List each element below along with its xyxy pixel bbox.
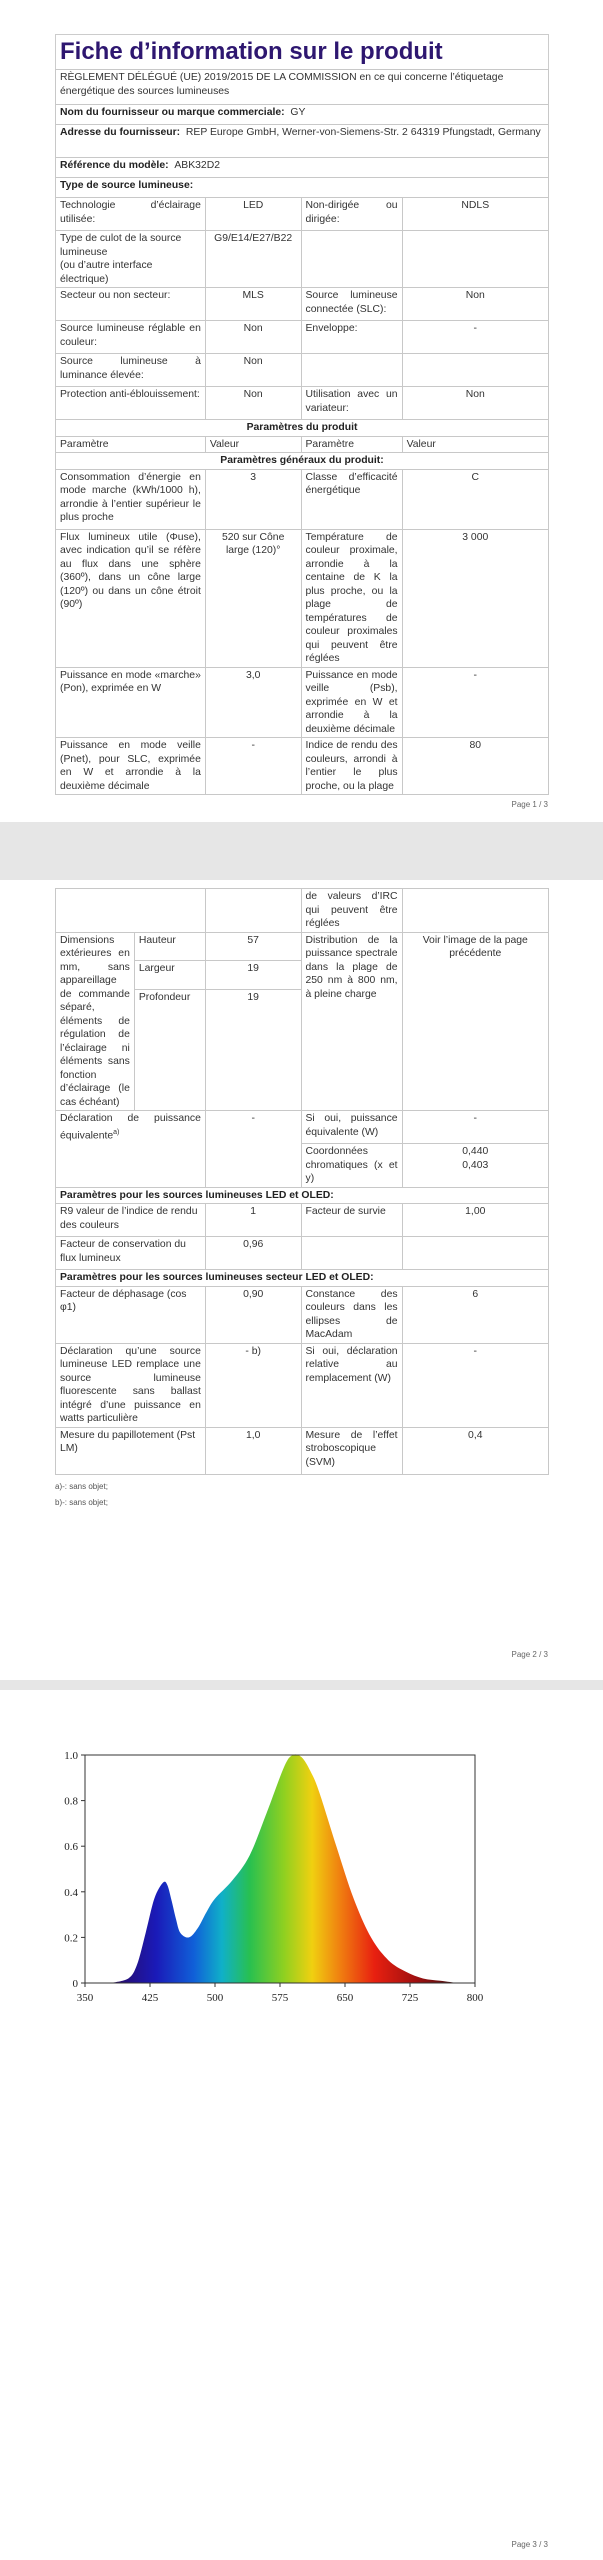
table-row (56, 1427, 549, 1474)
dimension-name: Profondeur (134, 990, 205, 1111)
table-row (56, 198, 549, 231)
y-tick-label: 0.8 (64, 1795, 78, 1808)
table-row (56, 1237, 549, 1270)
address-row (56, 125, 549, 158)
address-label: Adresse du fournisseur: (60, 127, 181, 138)
section-header-row (56, 420, 549, 437)
row-label: Source lumineuse connectée (SLC): (301, 288, 402, 321)
model-row (56, 158, 549, 178)
row-label (301, 354, 402, 387)
row-value (402, 354, 548, 387)
row-label: Si oui, puissance équivalente (W) (301, 1111, 402, 1144)
row-label: Indice de rendu des couleurs, arrondi à l’entier le plus proche, ou la plage (301, 738, 402, 795)
product-info-table-continued (55, 888, 549, 1475)
x-tick-label: 650 (336, 1992, 354, 2004)
row-value: 80 (402, 738, 548, 795)
row-label: Classe d’efficacité énergétique (301, 469, 402, 529)
footnote: a)-: sans objet; (55, 1481, 108, 1491)
table-row (56, 529, 549, 667)
x-tick-label: 425 (141, 1992, 159, 2004)
x-tick-label: 800 (466, 1992, 484, 2004)
dimensions-label: Dimensions extérieures en mm, sans appareillage de commande séparé, éléments de régulation de l’éclairage ni éléments sans fonction d’éclairage (le cas échéant) (56, 932, 135, 1111)
source-type-label: Type de source lumineuse: (56, 178, 549, 198)
row-label: Puissance en mode «marche» (Pon), exprimée en W (56, 667, 206, 738)
section-header-row (56, 453, 549, 470)
spectrum-area (111, 1754, 458, 1983)
table-row (56, 231, 549, 288)
row-value: 3 000 (402, 529, 548, 667)
row-value: - (402, 1343, 548, 1427)
row-value: C (402, 469, 548, 529)
row-label: Déclaration de puissance équivalente$^{a)}$ (56, 1111, 206, 1188)
section-mains-parameters: Paramètres pour les sources lumineuses secteur LED et OLED: (56, 1270, 549, 1287)
row-value: LED (205, 198, 301, 231)
table-row (56, 288, 549, 321)
x-tick-label: 725 (401, 1992, 419, 2004)
row-label (301, 231, 402, 288)
footnote: b)-: sans objet; (55, 1497, 108, 1507)
row-label: R9 valeur de l’indice de rendu des couleurs (56, 1204, 206, 1237)
row-value: 1 (205, 1204, 301, 1237)
row-value: 0,4 (402, 1427, 548, 1474)
row-value: Non (205, 354, 301, 387)
table-row (56, 1111, 549, 1144)
row-label: Facteur de survie (301, 1204, 402, 1237)
regulation-text: RÈGLEMENT DÉLÉGUÉ (UE) 2019/2015 DE LA COMMISSION en ce qui concerne l’étiquetage énergétique des sources lumineuses (56, 70, 549, 105)
table-row (56, 667, 549, 738)
document-title: Fiche d’information sur le produit (55, 34, 549, 69)
table-row (56, 1286, 549, 1343)
row-label: Facteur de déphasage (cos φ1) (56, 1286, 206, 1343)
regulation-row (56, 70, 549, 105)
row-label: de valeurs d’IRC qui peuvent être réglées (301, 889, 402, 933)
row-label: Technologie d’éclairage utilisée: (56, 198, 206, 231)
row-value: Non (205, 321, 301, 354)
row-label: Source lumineuse à luminance élevée: (56, 354, 206, 387)
column-header: Valeur (205, 436, 301, 453)
row-label: Température de couleur proximale, arrondie à la centaine de K la plus proche, ou la plage de températures de couleur proximales qui peuvent être réglées (301, 529, 402, 667)
x-tick-label: 575 (271, 1992, 289, 2004)
dimension-name: Hauteur (134, 932, 205, 961)
dimension-value: 19 (205, 961, 301, 990)
section-header-row (56, 1270, 549, 1287)
table-row (56, 1343, 549, 1427)
row-value: - (205, 738, 301, 795)
row-value: - b) (205, 1343, 301, 1427)
dimension-value: 19 (205, 990, 301, 1111)
supplier-row (56, 105, 549, 125)
y-tick-label: 0 (72, 1978, 78, 1990)
row-label: Utilisation avec un variateur: (301, 387, 402, 420)
column-header-row (56, 436, 549, 453)
row-value: 6 (402, 1286, 548, 1343)
column-header: Paramètre (56, 436, 206, 453)
row-label: Enveloppe: (301, 321, 402, 354)
page-3 (0, 1690, 603, 2560)
model-value: ABK32D2 (174, 160, 220, 171)
row-value: 1,0 (205, 1427, 301, 1474)
chroma-value: 0,440 0,403 (402, 1144, 548, 1188)
row-value: 520 sur Cône large (120)° (205, 529, 301, 667)
section-led-parameters: Paramètres pour les sources lumineuses LED et OLED: (56, 1187, 549, 1204)
row-label: Puissance en mode veille (Pnet), pour SLC, exprimée en W et arrondie à la deuxième décimale (56, 738, 206, 795)
page-2-content (55, 888, 549, 1511)
row-label: Secteur ou non secteur: (56, 288, 206, 321)
page-2 (0, 880, 603, 1680)
spectral-value: Voir l’image de la page précédente (402, 932, 548, 1111)
row-value: - (402, 1111, 548, 1144)
row-value: - (205, 1111, 301, 1188)
footnotes (55, 1479, 549, 1511)
page-1 (0, 0, 603, 822)
dimension-row (56, 932, 549, 961)
row-label: Type de culot de la source lumineuse (ou d’autre interface électrique) (56, 231, 206, 288)
section-header-row (56, 1187, 549, 1204)
row-label: Mesure de l’effet stroboscopique (SVM) (301, 1427, 402, 1474)
row-label: Puissance en mode veille (Psb), exprimée en W et arrondie à la deuxième décimale (301, 667, 402, 738)
row-value: MLS (205, 288, 301, 321)
column-header: Paramètre (301, 436, 402, 453)
row-value (402, 1237, 548, 1270)
table-row (56, 738, 549, 795)
row-value: Non (402, 387, 548, 420)
product-info-table (55, 69, 549, 795)
table-row (56, 889, 549, 933)
x-tick-label: 500 (206, 1992, 224, 2004)
model-label: Référence du modèle: (60, 160, 169, 171)
page-1-content (55, 34, 549, 795)
row-value: Non (402, 288, 548, 321)
row-value: NDLS (402, 198, 548, 231)
spectral-distribution-chart (45, 1745, 485, 2025)
row-label: Déclaration qu’une source lumineuse LED remplace une source lumineuse fluorescente sans ballast intégré d’une puissance en watts particulière (56, 1343, 206, 1427)
row-value: 0,96 (205, 1237, 301, 1270)
supplier-label: Nom du fournisseur ou marque commerciale: (60, 107, 285, 118)
row-value: 3,0 (205, 667, 301, 738)
table-row (56, 1204, 549, 1237)
row-value (402, 231, 548, 288)
address-value: REP Europe GmbH, Werner-von-Siemens-Str. 2 64319 Pfungstadt, Germany (185, 127, 541, 138)
section-general-parameters: Paramètres généraux du produit: (56, 453, 549, 470)
table-row (56, 321, 549, 354)
table-row (56, 354, 549, 387)
page-number: Page 3 / 3 (511, 2540, 548, 2549)
y-tick-label: 0.6 (64, 1841, 78, 1854)
y-tick-label: 1.0 (64, 1750, 78, 1762)
row-label (301, 1237, 402, 1270)
page-number: Page 2 / 3 (511, 1650, 548, 1659)
row-label: Constance des couleurs dans les ellipses de MacAdam (301, 1286, 402, 1343)
spectral-label: Distribution de la puissance spectrale dans la plage de 250 nm à 800 nm, à pleine charge (301, 932, 402, 1111)
table-row (56, 387, 549, 420)
row-value: 3 (205, 469, 301, 529)
source-type-row (56, 178, 549, 198)
row-label: Non-dirigée ou dirigée: (301, 198, 402, 231)
y-tick-label: 0.4 (64, 1886, 78, 1899)
row-label: Consommation d’énergie en mode marche (kWh/1000 h), arrondie à l’entier supérieur le plus proche (56, 469, 206, 529)
row-value: Non (205, 387, 301, 420)
x-tick-label: 350 (76, 1992, 94, 2004)
section-product-parameters: Paramètres du produit (56, 420, 549, 437)
row-value: - (402, 321, 548, 354)
table-row (56, 469, 549, 529)
row-value: - (402, 667, 548, 738)
supplier-value: GY (290, 107, 306, 118)
row-value: G9/E14/E27/B22 (205, 231, 301, 288)
page-number: Page 1 / 3 (511, 800, 548, 809)
row-label: Source lumineuse réglable en couleur: (56, 321, 206, 354)
dimension-value: 57 (205, 932, 301, 961)
chroma-label: Coordonnées chromatiques (x et y) (301, 1144, 402, 1188)
y-tick-label: 0.2 (64, 1932, 78, 1945)
row-label: Mesure du papillotement (Pst LM) (56, 1427, 206, 1474)
dimension-name: Largeur (134, 961, 205, 990)
row-label: Facteur de conservation du flux lumineux (56, 1237, 206, 1270)
row-label: Flux lumineux utile (Φuse), avec indication qu’il se réfère au flux dans une sphère (360º), dans un cône large (120º) ou dans un cône étroit (90º) (56, 529, 206, 667)
row-label: Si oui, déclaration relative au remplacement (W) (301, 1343, 402, 1427)
row-value: 0,90 (205, 1286, 301, 1343)
row-label: Protection anti-éblouissement: (56, 387, 206, 420)
row-value: 1,00 (402, 1204, 548, 1237)
column-header: Valeur (402, 436, 548, 453)
